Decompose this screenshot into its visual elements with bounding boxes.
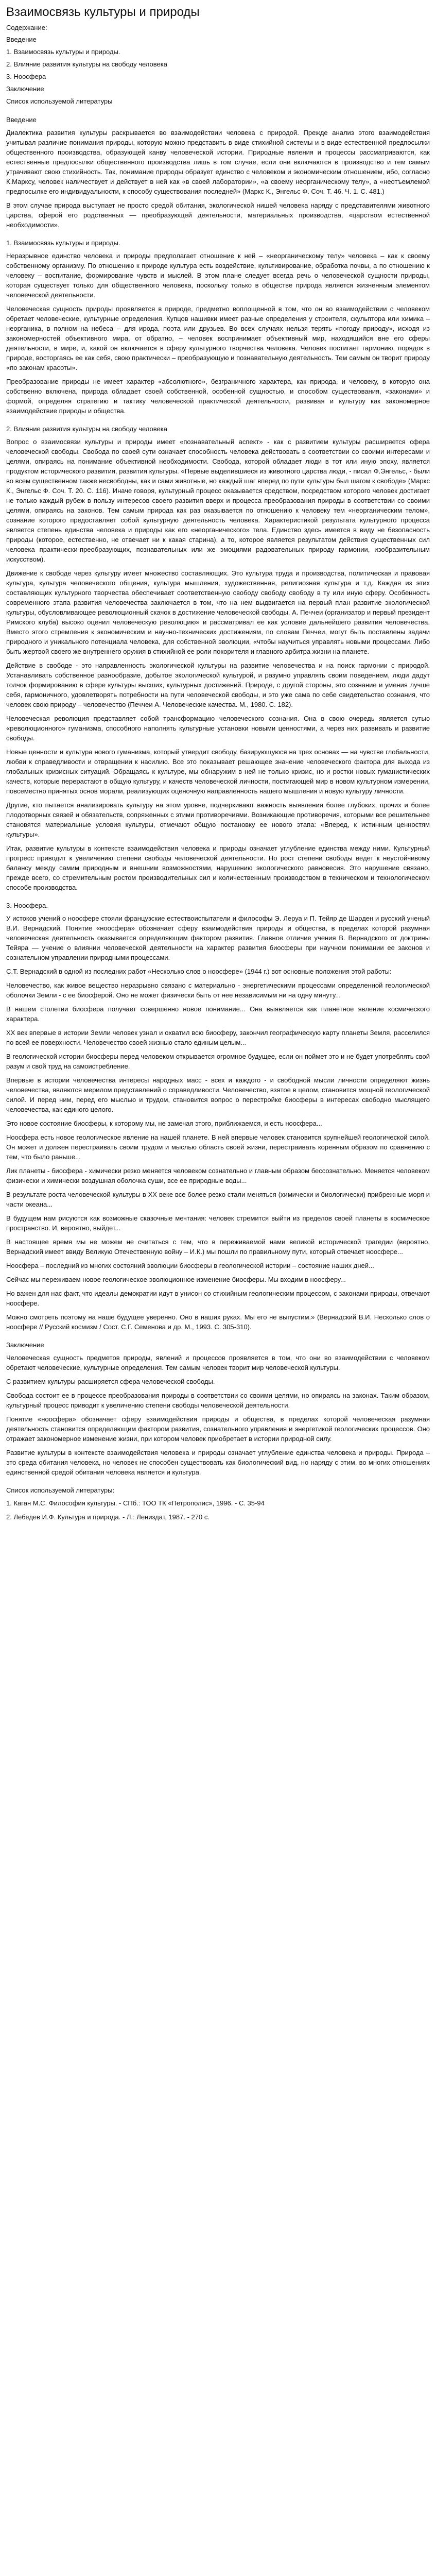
page-title: Взаимосвязь культуры и природы <box>6 5 200 19</box>
toc-item: 1. Взаимосвязь культуры и природы. <box>6 48 120 56</box>
paragraph: В будущем нам рисуются как возможные сказочные мечтания: человек стремится выйти из пределов своей планеты в космическое пространство. И, вероятно, выйдет... <box>6 1214 430 1232</box>
paragraph: Ноосфера есть новое геологическое явление на нашей планете. В ней впервые человек становится крупнейшей геологической силой. Он может и должен перестраивать своим трудом и мыслью область своей жизни, перестраивать коренным образом по сравнению с тем, что было раньше... <box>6 1133 430 1161</box>
paragraph: Впервые в истории человечества интересы народных масс - всех и каждого - и свободной мысли личности определяют жизнь человечества, являются мерилом представлений о справедливости. Человечество, взятое в целом, становится мощной геологической силой. И перед ним, перед его мыслью и трудом, становится вопрос о перестройке биосферы в интересах свободно мыслящего человечества, как единого целого. <box>6 1076 430 1113</box>
toc-item: Список используемой литературы <box>6 97 113 105</box>
table-of-contents <box>6 24 430 107</box>
section-2 <box>6 425 430 892</box>
paragraph: У истоков учений о ноосфере стояли французские естествоиспытатели и философы Э. Леруа и П. Тейяр де Шарден и русский ученый В.И. Вернадский. Понятие «ноосфера» обозначает сферу взаимодействия природы и общества, в пределах которой разумная человеческая деятельность оказывается определяющим фактором развития. Главное отличие учения В. Вернадского от доктрины Тейяра — учение о влиянии человеческой деятельности на характер развития биосферы при научном понимании ее законов и сознательном управлении природными процессами. <box>6 914 430 961</box>
section-heading: Список используемой литературы: <box>6 1486 115 1494</box>
reference-item: 2. Лебедев И.Ф. Культура и природа. - Л.: Лениздат, 1987. - 270 с. <box>6 1513 210 1521</box>
paragraph: Лик планеты - биосфера - химически резко меняется человеком сознательно и главным образом бессознательно. Меняется человеком физически и химически воздушная оболочка суши, все ее природные воды... <box>6 1167 430 1184</box>
paragraph: Человеческая сущность природы проявляется в природе, предметно воплощенной в том, что он во взаимодействии с человеком обретает человеческие, культурные определения. Купцов нашивки имеет разные определения у строителя, скульптора или химика – неорганика, в полном на небеса – для ирода, поэта или друзьев. Во всех случаях нельзя терять «погоду природу», исходя из закономерностей объективного мира, от обратно, – человек воспринимает объективный мир, находящийся вне его сферы деятельности, в мире, и, какой он включается в сферу культурного творчества человека. Человек постигает гармонию, порядок в природе, восторгаясь ее как себя, свою практически – преобразующую и познавательную деятельность. Тем самым он творит природу «по законам красоты». <box>6 305 430 371</box>
toc-item: 2. Влияние развития культуры на свободу человека <box>6 60 167 68</box>
paragraph: Это новое состояние биосферы, к которому мы, не замечая этого, приближаемся, и есть ноосфера... <box>6 1120 322 1127</box>
paragraph: Но важен для нас факт, что идеалы демократии идут в унисон со стихийным геологическим процессом, с законами природы, отвечают ноосфере. <box>6 1290 430 1307</box>
paragraph: Можно смотреть поэтому на наше будущее уверенно. Оно в наших руках. Мы его не выпустим.» (Вернадский В.И. Несколько слов о ноосфере // Русский космизм / Сост. С.Г. Семенова и др. М., 1993. С. 305-310). <box>6 1313 430 1331</box>
paragraph: Неразрывное единство человека и природы предполагает отношение к ней – «неорганическому телу» человека – как к своему собственному организму. По отношению к природе культура есть воздействие, культивирование, обработка почвы, а по отношению к человеку – воспитание, формирование чувств и мыслей. В этом плане следует всегда речь о человеческой сущности природы, которая существует только для общественного человека, поскольку только в обществе природа является жизненным элементом человеческой деятельности. <box>6 252 430 299</box>
paragraph: В результате роста человеческой культуры в XX веке все более резко стали меняться (химически и биологически) прибрежные моря и части океана... <box>6 1191 430 1208</box>
section-heading: Заключение <box>6 1341 44 1349</box>
paragraph: Человечество, как живое вещество неразрывно связано с материально - энергетическими процессами определенной геологической оболочки Земли - с ее биосферой. Оно не может физически быть от нее независимым ни на одну минуту... <box>6 981 430 999</box>
paragraph: Ноосфера – последний из многих состояний эволюции биосферы в геологической истории – состояние наших дней... <box>6 1262 374 1269</box>
paragraph: Преобразование природы не имеет характер «абсолютного», безграничного характера, как природа, и человеку, в которую она собственно включена, природа обладает своей собственной, особенной сущностью, и способом существования, «законами» и формой, определяя стратегию и тактику человеческой практической деятельности, развивая и культуру как закономерное взаимодействие природы и общества. <box>6 378 430 415</box>
paragraph: Человеческая революция представляет собой трансформацию человеческого сознания. Она в свою очередь является сутью «революционного» гуманизма, способного наполнять культурные установки новыми ценностями, а через них развивать и развитие свободы. <box>6 715 430 742</box>
section-conclusion <box>6 1341 430 1477</box>
section-introduction <box>6 116 430 230</box>
paragraph: Новые ценности и культура нового гуманизма, который утвердит свободу, базирующуюся на трех основах — на чувстве глобальности, любви к справедливости и отвращении к насилию. Все это показывает решающее значение человеческого фактора для выхода из глобальных кризисных ситуаций. Обращаясь к культуре, мы обнаружим в ней не только кризис, но и ростки новых гуманистических качеств, которые перерастают в общую культуру, и качеств человеческой личности, постигающей мир в новом культурном измерении, повсеместно принятых основ морали, реализующих оценочную направленность нашего мышления и новую культуру личности. <box>6 748 430 795</box>
paragraph: XX век впервые в истории Земли человек узнал и охватил всю биосферу, закончил географическую карту планеты Земля, расселился по всей ее поверхности. Человечество своей жизнью стало единым целым... <box>6 1029 430 1046</box>
paragraph: В геологической истории биосферы перед человеком открывается огромное будущее, если он поймет это и не будет употреблять свой разум и свой труд на самоистребление. <box>6 1053 430 1070</box>
paragraph: Вопрос о взаимосвязи культуры и природы имеет «познавательный аспект» - как с развитием культуры расширяется сфера человеческой свободы. Свобода по своей сути означает способность человека действовать в соответствии со своими интересами и целями, опираясь на понимание объективной необходимости. Свобода, которой обладает люди в тот или иную эпоху, является продуктом исторического развития, развития культуры. «Первые выделившиеся из животного царства люди, - писал Ф.Энгельс, - были во всем существенном также несвободны, как и сами животные, но каждый шаг вперед по пути культуры был шагом к свободе» (Маркс К., Энгельс Ф. Соч. Т. 20. С. 116). Иначе говоря, культурный процесс оказывается средством, посредством которого человек достигает не только каждый рубеж в пользу интересов своего развития вверх и процесса преобразования природы в соответствии со своими целями, опираясь на законов. Тем самым природа как раз оказывается по отношению к человеку тем «неорганическим телом», сознание которого предоставляет собой культурную деятельность человека. Характеристикой результата культурного процесса является степень единства человека и природы как его «неорганического» тела. Единство здесь имеется в виду не безопасность природы (которое, естественно, не отвечает ни к какая старина), а то, которое является результатом действия существенных сил человека практически-преобразующих, познавательных или же эмоциями радовательных природу гармонии, изобразительным искусством). <box>6 438 430 563</box>
paragraph: Свобода состоит ее в процессе преобразования природы в соответствии со своими целями, но опираясь на законах. Таким образом, культурный процесс приводит к увеличению степени свободы человеческой деятельности. <box>6 1392 430 1409</box>
reference-item: 1. Каган М.С. Философия культуры. - СПб.: ТОО ТК «Петрополис», 1996. - С. 35-94 <box>6 1499 265 1507</box>
paragraph: В нашем столетии биосфера получает совершенно новое понимание... Она выявляется как планетное явление космического характера. <box>6 1005 430 1023</box>
toc-item: Введение <box>6 36 37 43</box>
paragraph: В настоящее время мы не можем не считаться с тем, что в переживаемой нами великой исторической трагедии (вероятно, Вернадский имеет ввиду Великую Отечественную войну – И.К.) мы пошли по правильному пути, который отвечает ноосфере... <box>6 1238 430 1256</box>
paragraph: Диалектика развития культуры раскрывается во взаимодействии человека с природой. Прежде анализ этого взаимодействия учитывал различие понимания природы, которую можно представить в виде стихийной системы и в виде естественной предпосылки общественного производства, образующей канву человеческой истории. Природные явления и процессы рассматриваются, как естественные предпосылки общественного производства лишь в том случае, если они включаются в производство и тем самым утрачивают свою стихийность. Так, понимание природы образует единство с человеком и экономическим отношением, ибо, согласно К.Марксу, человек наличествует и действует в ней как «в своей лаборатории», «а своему неорганическому телу», а «неотъемлемой предпосылке его индивидуальности, к способу существования последней» (Маркс К., Энгельс Ф. Соч. Т. 46. Ч. 1. С. 481.) <box>6 129 430 195</box>
section-references <box>6 1486 430 1522</box>
paragraph: Действие в свободе - это направленность экологической культуры на развитие человечества и на поиск гармонии с природой. Устанавливать собственное разнообразие, добытое экологической культурой, и разумно управлять своим поведением, люди дадут толчок формированию в сфере культуры высших, культурных достижений. Природе, с другой стороны, это сознание и умения лучше себя, гармоничного, удовлетворять потребности на пути человеческой свободы, и это уже сама по себе свидетельство сознания, что человек свою природу – человечество (Печчеи А. Человеческие качества. М., 1980. С. 182). <box>6 662 430 708</box>
toc-item: Заключение <box>6 85 44 93</box>
paragraph: Другие, кто пытается анализировать культуру на этом уровне, подчеркивают важность выявления более глубоких, прочих и более плодотворных связей и обязательств, сопряженных с этими противоречиями. Возникающие противоречия, которыми все решительнее становятся материальные условия культуры, отмечают общую постановку ее нового этапа: «Вперед, к истинным ценностям культуры». <box>6 801 430 838</box>
section-1 <box>6 239 430 416</box>
paragraph: Итак, развитие культуры в контексте взаимодействия человека и природы означает углубление единства между ними. Культурный прогресс приводит к увеличению степени свободы человеческой деятельности. Но рост степени свободы ведет к неустойчивому балансу между самим природным и внешним возможностями, нарушению экологического равновесия. Это нарушение связано, прежде всего, со стремительным ростом производительных сил и количественным производством в техническом и технологическом способе производства. <box>6 844 430 891</box>
paragraph: С.Т. Вернадский в одной из последних работ «Несколько слов о ноосфере» (1944 г.) вот основные положения этой работы: <box>6 968 392 975</box>
paragraph: С развитием культуры расширяется сфера человеческой свободы. <box>6 1378 215 1385</box>
paragraph: Движение к свободе через культуру имеет множество составляющих. Это культура труда и производства, политическая и правовая культура, культура человеческого общения, культура мышления, художественная, религиозная культура и т.д. Каждая из этих составляющих культурного творчества обеспечивает соответственную свободу свободу свободу в ту или иную сферу. Особенность современного этапа развития человечества заключается в том, что на нем выдвигается на первый план развитие экологической культуры, обусловливающее революционный скачок в достижение человеческой свободы. А. Печчеи (организатор и первый президент Римского клуба) высоко оценил человеческую революцию» и рассматривал ее как условие дальнейшего развития человечества. Вместо этого стремления к экономическим и научно-технических достижениям, по словам Печчеи, могут быть поставлены задачи природного и уникального потенциала человека, для собственной эволюции, «чтобы научиться управлять новыми процессами. Либо быть жертвой своего же внутреннего оружия в стихийной ее роли покорителя и главного арбитра жизни на планете. <box>6 569 430 655</box>
section-3 <box>6 902 430 1332</box>
section-heading: 3. Ноосфера. <box>6 902 48 909</box>
toc-heading: Содержание: <box>6 24 47 31</box>
section-heading: 2. Влияние развития культуры на свободу человека <box>6 425 167 433</box>
paragraph: Сейчас мы переживаем новое геологическое эволюционное изменение биосферы. Мы входим в ноосферу... <box>6 1276 346 1283</box>
section-heading: 1. Взаимосвязь культуры и природы. <box>6 239 120 247</box>
paragraph: Понятие «ноосфера» обозначает сферу взаимодействия природы и общества, в пределах которой человеческая разумная деятельность становится определяющим фактором развития, сознательного управления и энергетикой геологических процессов. Оно отражает закономерное изменение жизни, при котором человек приобретает в истории природной силу. <box>6 1415 430 1443</box>
paragraph: Развитие культуры в контексте взаимодействия человека и природы означает углубление единства человека и природы. Природа – это среда обитания человека, но человек не способен существовать как биологический вид, но наряду с этим, во многих отношениях единственной средой обитания человека является и культура. <box>6 1449 430 1476</box>
toc-item: 3. Ноосфера <box>6 73 46 80</box>
section-heading: Введение <box>6 116 37 124</box>
paragraph: В этом случае природа выступает не просто средой обитания, экологической нишей человека наряду с представителями животного царства, сферой его родственных — преобразующей деятельности, материальных производства, «царством естественной необходимости». <box>6 201 430 229</box>
paragraph: Человеческая сущность предметов природы, явлений и процессов проявляется в том, что они во взаимодействии с человеком обретают человеческие, культурные определения. Тем самым человек творит мир человеческой культуры. <box>6 1354 430 1371</box>
